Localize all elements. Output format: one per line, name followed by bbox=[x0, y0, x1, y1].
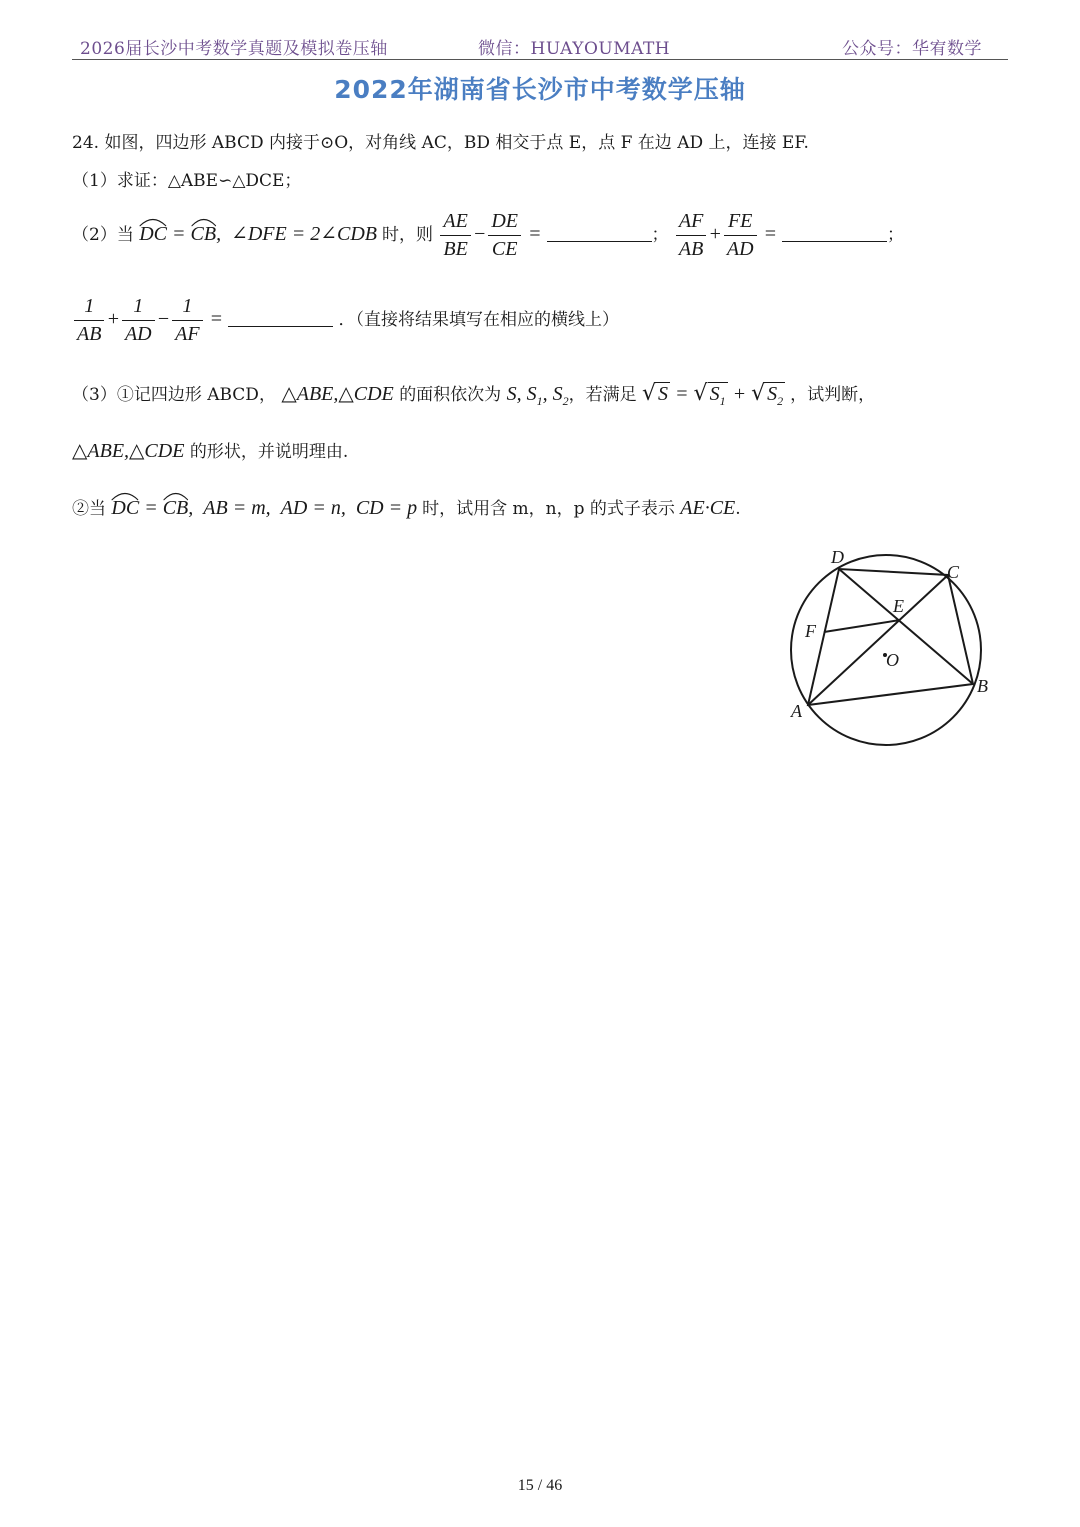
sqrt-s1: √ $S_1$ bbox=[693, 381, 726, 408]
answer-blank-1[interactable] bbox=[547, 221, 652, 242]
part2-line: （2）当 DC = CB, ∠DFE = 2∠CDB 时，则 $\frac{AE}{BE}$ − $\frac{DE}{CE}$ = ； $\frac{AF}{AB}$ + $\frac{FE}{AD}$ = ； bbox=[72, 210, 905, 260]
frac-ae-be: $\frac{AE}{BE}$ bbox=[440, 210, 470, 261]
arc-dc: DC bbox=[139, 223, 167, 246]
header-left-text: 2026届长沙中考数学真题及模拟卷压轴 bbox=[80, 39, 388, 59]
part3-sub2-end: . bbox=[735, 499, 741, 519]
diagonal-ac bbox=[808, 575, 948, 705]
sqrt-s: √ S bbox=[642, 381, 669, 406]
label-b: B bbox=[977, 676, 988, 696]
frac-1-af: $\frac{1}{AF}$ bbox=[172, 295, 202, 346]
problem-number: 24. bbox=[72, 133, 100, 153]
problem-intro-text: 如图，四边形 ABCD 内接于⊙O，对角线 AC，BD 相交于点 E，点 F 在边 AD 上，连接 EF. bbox=[104, 133, 809, 153]
label-e: E bbox=[893, 596, 904, 616]
arc-cb: CB bbox=[191, 223, 217, 246]
label-a: A bbox=[791, 701, 802, 721]
part3-sub2-line: ②当 DC = CB, AB = m, AD = n, CD = p 时，试用含 m，n，p 的式子表示 AE·CE. bbox=[72, 494, 741, 520]
part3-line-2: △ABE,△CDE 的形状，并说明理由. bbox=[72, 440, 349, 462]
frac-de-ce: $\frac{DE}{CE}$ bbox=[488, 210, 521, 261]
label-d: D bbox=[831, 547, 844, 567]
part3-prefix: （3）①记四边形 ABCD， bbox=[72, 385, 276, 405]
header-wechat-text: 微信：HUAYOUMATH bbox=[478, 39, 671, 59]
page-title: 2022年湖南省长沙市中考数学压轴 bbox=[334, 75, 746, 104]
frac-af-ab: $\frac{AF}{AB}$ bbox=[676, 210, 706, 261]
frac-1-ab: $\frac{1}{AB}$ bbox=[74, 295, 104, 346]
part3-sub2-mid: 时，试用含 m，n，p 的式子表示 bbox=[422, 499, 675, 519]
answer-blank-3[interactable] bbox=[228, 306, 333, 327]
part3-mid: 的面积依次为 bbox=[399, 385, 502, 405]
part2-time: 时，则 bbox=[382, 225, 433, 246]
answer-blank-2[interactable] bbox=[782, 221, 887, 242]
part3-cond: ，若满足 bbox=[568, 385, 637, 405]
arc-dc-2: DC bbox=[111, 497, 139, 520]
header-divider bbox=[72, 59, 1008, 60]
label-o: O bbox=[886, 650, 899, 670]
part3-end: ，试判断， bbox=[790, 385, 876, 405]
part3-line2-text: 的形状，并说明理由. bbox=[189, 442, 349, 462]
quadrilateral-abcd bbox=[808, 569, 973, 705]
part3-line-1: （3）①记四边形 ABCD， △ABE,△CDE 的面积依次为 S, $S_1$, $S_2$，若满足 √ S = √ $S_1$ + √ $S_2$ ，试判断， bbox=[72, 381, 876, 408]
part3-sub2-prefix: ②当 bbox=[72, 499, 106, 519]
page-number: 15 / 46 bbox=[517, 1477, 563, 1494]
part2-note: ．（直接将结果填写在相应的横线上） bbox=[338, 310, 619, 331]
arc-cb-2: CB bbox=[163, 497, 189, 520]
part2-line-2: $\frac{1}{AB}$ + $\frac{1}{AD}$ − $\frac{1}{AF}$ = ．（直接将结果填写在相应的横线上） bbox=[72, 295, 619, 346]
part1-line: （1）求证：△ABE∽△DCE； bbox=[72, 171, 302, 191]
header-account-text: 公众号：华宥数学 bbox=[842, 39, 982, 59]
part2-prefix: （2）当 bbox=[72, 225, 134, 246]
geometry-figure bbox=[783, 545, 1003, 755]
problem-intro bbox=[72, 128, 809, 153]
sqrt-s2: √ $S_2$ bbox=[751, 381, 784, 408]
label-f: F bbox=[805, 621, 816, 641]
frac-1-ad: $\frac{1}{AD}$ bbox=[122, 295, 155, 346]
frac-fe-ad: $\frac{FE}{AD}$ bbox=[724, 210, 757, 261]
label-c: C bbox=[947, 562, 960, 582]
